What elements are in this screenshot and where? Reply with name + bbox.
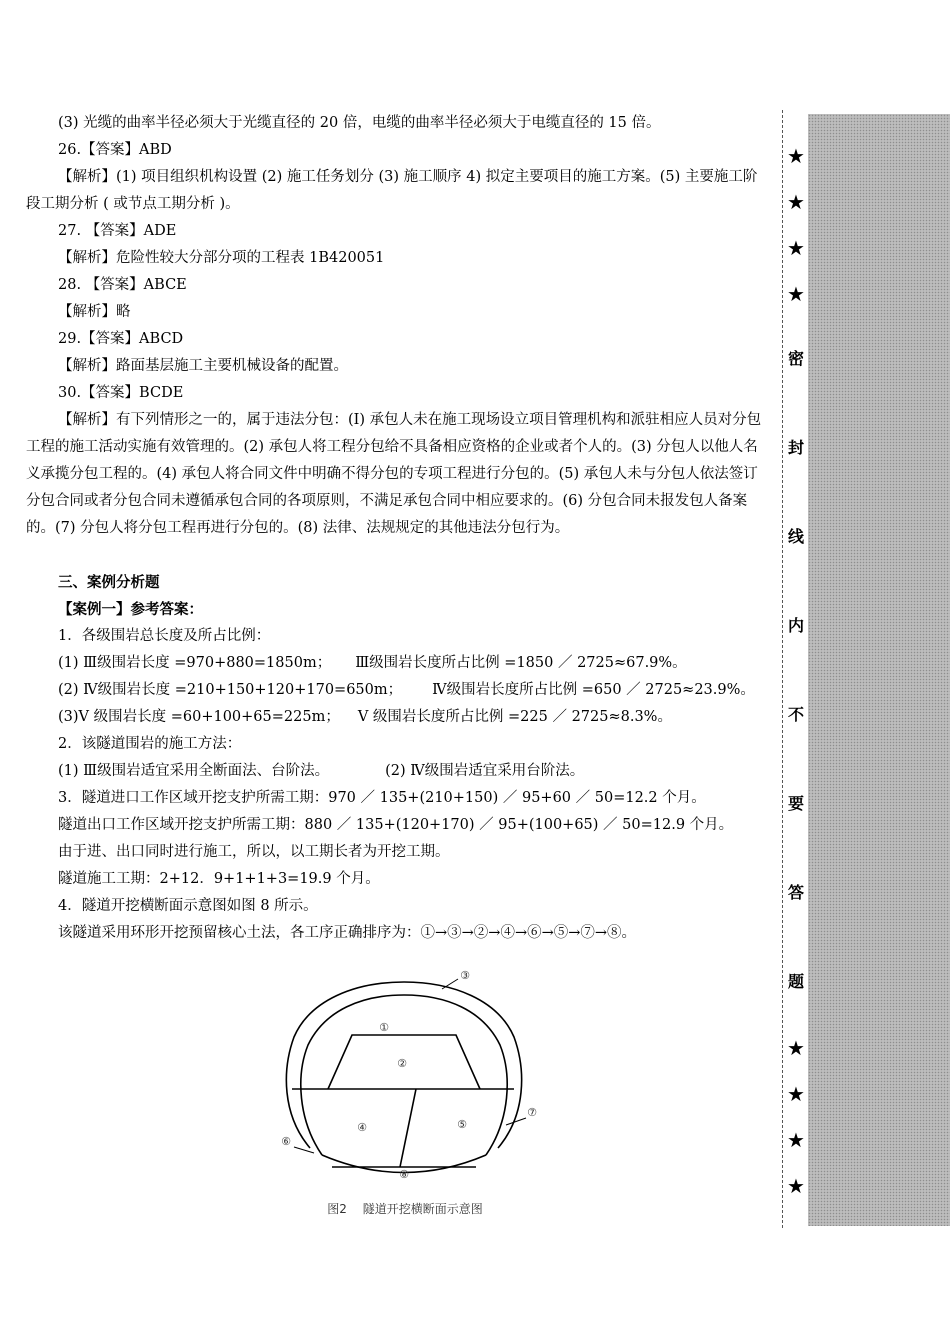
answer-text bbox=[26, 110, 766, 947]
q3-exit: 隧道出口工作区域开挖支护所需工期：880 ／ 135+(120+170) ／ 95+(100+65) ／ 50=12.9 个月。 bbox=[58, 817, 734, 833]
q1-a-ratio: Ⅲ级围岩长度所占比例 =1850 ／ 2725≈67.9%。 bbox=[355, 655, 687, 671]
seal-char: 线 bbox=[787, 527, 804, 546]
seal-char: 要 bbox=[787, 794, 804, 813]
q1-title: 1．各级围岩总长度及所占比例： bbox=[58, 628, 271, 644]
leader-7 bbox=[506, 1118, 526, 1125]
analysis-30: 【解析】有下列情形之一的，属于违法分包：(I) 承包人未在施工现场设立项目管理机构和派驻相应人员对分包工程的施工活动实施有效管理的。(2) 承包人将工程分包给不具备相应资格的企业或者个人的。(3) 分包人以他人名义承揽分包工程的。(4) 承包人将合同文件中明确不得分包的专项工程进行分包的。(5) 承包人未与分包人依法签订分包合同或者分包合同未遵循承包合同的各项原则，不满足承包合同中相应要求的。(6) 分包合同未报发包人备案的。(7) 分包人将分包工程再进行分包的。(8) 法律、法规规定的其他违法分包行为。 bbox=[26, 412, 762, 536]
label-2: ② bbox=[397, 1057, 407, 1070]
q2-title: 2．该隧道围岩的施工方法： bbox=[58, 736, 242, 752]
star-icon: ★ bbox=[787, 1082, 805, 1106]
answer-28: 28. 【答案】ABCE bbox=[58, 277, 187, 293]
seal-char: 不 bbox=[787, 705, 804, 724]
label-1: ① bbox=[379, 1021, 389, 1034]
q1-line-a bbox=[26, 650, 766, 677]
inner-profile bbox=[301, 995, 507, 1155]
label-5: ⑤ bbox=[457, 1118, 467, 1131]
case-heading: 【案例一】参考答案： bbox=[58, 601, 203, 618]
star-icon: ★ bbox=[787, 282, 805, 306]
q1-line-c bbox=[26, 704, 766, 731]
seal-char: 封 bbox=[787, 438, 804, 457]
seal-char: 内 bbox=[787, 616, 804, 635]
divider-line bbox=[400, 1089, 416, 1167]
analysis-26: 【解析】(1) 项目组织机构设置 (2) 施工任务划分 (3) 施工顺序 4) 拟定主要项目的施工方案。(5) 主要施工阶段工期分析 ( 或节点工期分析 )。 bbox=[26, 169, 758, 212]
seal-char: 密 bbox=[787, 349, 804, 368]
seal-dashed-line bbox=[782, 110, 783, 1228]
figure-caption: 图2 隧道开挖横断面示意图 bbox=[327, 1202, 483, 1216]
label-3: ③ bbox=[460, 969, 470, 982]
q4-sequence: 该隧道采用环形开挖预留核心土法，各工序正确排序为：①→③→②→④→⑥→⑤→⑦→⑧。 bbox=[58, 925, 637, 941]
label-7: ⑦ bbox=[527, 1106, 537, 1119]
leader-6 bbox=[294, 1147, 314, 1153]
seal-char: 答 bbox=[787, 883, 804, 902]
star-icon: ★ bbox=[787, 1128, 805, 1152]
answer-30: 30.【答案】BCDE bbox=[58, 385, 184, 401]
q3-entrance: 3．隧道进口工作区域开挖支护所需工期：970 ／ 135+(210+150) ／ 95+60 ／ 50=12.2 个月。 bbox=[58, 790, 706, 806]
q3-total: 隧道施工工期：2+12．9+1+1+3=19.9 个月。 bbox=[58, 871, 380, 887]
label-4: ④ bbox=[357, 1121, 367, 1134]
label-8: ⑧ bbox=[399, 1168, 409, 1181]
q1-a-length: (1) Ⅲ级围岩长度 =970+880=1850m； bbox=[58, 655, 332, 671]
q2-a: (1) Ⅲ级围岩适宜采用全断面法、台阶法。 bbox=[58, 763, 330, 779]
star-icon: ★ bbox=[787, 236, 805, 260]
q4-title: 4．隧道开挖横断面示意图如图 8 所示。 bbox=[58, 898, 318, 914]
star-icon: ★ bbox=[787, 190, 805, 214]
section-heading: 三、案例分析题 bbox=[58, 574, 160, 591]
q1-b-length: (2) Ⅳ级围岩长度 =210+150+120+170=650m； bbox=[58, 682, 403, 698]
answer-26: 26.【答案】ABD bbox=[58, 142, 172, 158]
seal-band bbox=[808, 114, 950, 1226]
star-icon: ★ bbox=[787, 144, 805, 168]
q2-line bbox=[26, 758, 766, 785]
q2-b: (2) Ⅳ级围岩适宜采用台阶法。 bbox=[385, 763, 585, 779]
star-icon: ★ bbox=[787, 1036, 805, 1060]
q1-line-b bbox=[26, 677, 766, 704]
q3-note: 由于进、出口同时进行施工，所以，以工期长者为开挖工期。 bbox=[58, 844, 450, 860]
tunnel-diagram bbox=[280, 965, 537, 1197]
label-6: ⑥ bbox=[281, 1135, 291, 1148]
line-cable-radius: (3) 光缆的曲率半径必须大于光缆直径的 20 倍，电缆的曲率半径必须大于电缆直径的 15 倍。 bbox=[58, 115, 661, 131]
q1-b-ratio: Ⅳ级围岩长度所占比例 =650 ／ 2725≈23.9%。 bbox=[432, 682, 755, 698]
answer-27: 27. 【答案】ADE bbox=[58, 223, 177, 239]
answer-29: 29.【答案】ABCD bbox=[58, 331, 184, 347]
analysis-29: 【解析】路面基层施工主要机械设备的配置。 bbox=[58, 358, 348, 374]
q1-c-ratio: Ⅴ 级围岩长度所占比例 =225 ／ 2725≈8.3%。 bbox=[357, 709, 672, 725]
tunnel-cross-section-figure bbox=[280, 965, 537, 1220]
analysis-27: 【解析】危险性较大分部分项的工程表 1B420051 bbox=[58, 250, 385, 266]
seal-char: 题 bbox=[787, 972, 804, 991]
analysis-28: 【解析】略 bbox=[58, 304, 131, 320]
star-icon: ★ bbox=[787, 1174, 805, 1198]
q1-c-length: (3)Ⅴ 级围岩长度 =60+100+65=225m； bbox=[58, 709, 340, 725]
